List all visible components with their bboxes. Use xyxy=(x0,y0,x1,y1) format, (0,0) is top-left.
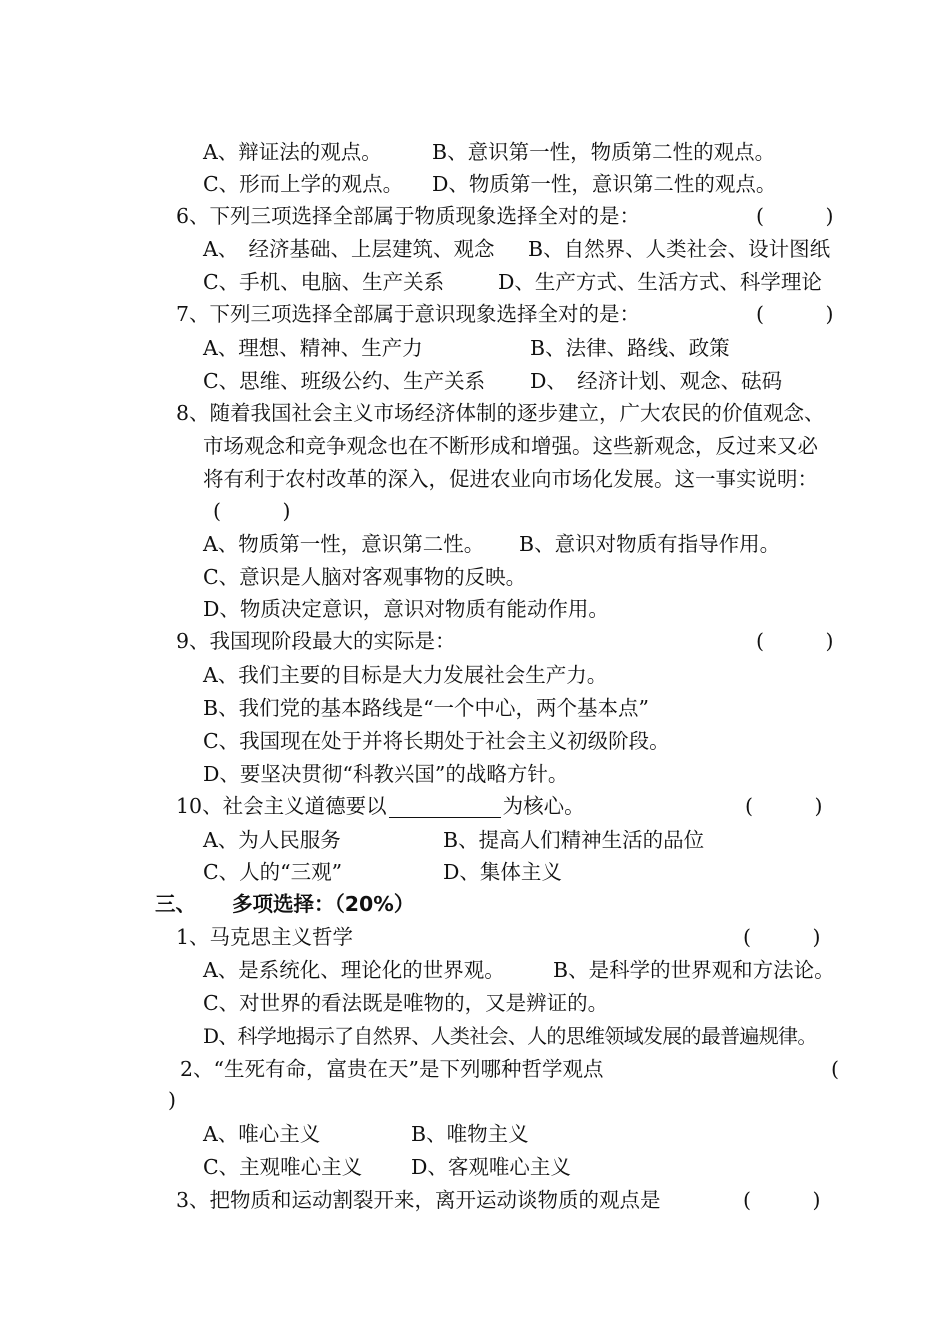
q5-option-b: B、意识第一性，物质第二性的观点。 xyxy=(432,140,776,164)
q9-answer-blank: ( ) xyxy=(756,629,834,653)
q10-option-c: C、人的“三观” xyxy=(203,860,343,884)
q6-option-d: D、生产方式、生活方式、科学理论 xyxy=(498,270,822,294)
q5-option-a: A、辩证法的观点。 xyxy=(203,140,382,164)
q9-option-d: D、要坚决贯彻“科教兴国”的战略方针。 xyxy=(203,762,569,786)
q9-stem: 9、我国现阶段最大的实际是： xyxy=(176,629,456,653)
q10-fill-blank xyxy=(389,795,501,818)
m3-answer-blank: ( ) xyxy=(743,1188,821,1212)
q10-stem xyxy=(176,791,585,821)
q7-option-a: A、理想、精神、生产力 xyxy=(203,336,423,360)
q6-option-a: A、 经济基础、上层建筑、观念 xyxy=(203,237,495,261)
q8-option-b: B、意识对物质有指导作用。 xyxy=(519,532,781,556)
m2-answer-paren-close: ) xyxy=(168,1088,176,1112)
q6-option-b: B、自然界、人类社会、设计图纸 xyxy=(528,237,831,261)
m2-option-b: B、唯物主义 xyxy=(411,1122,529,1146)
q7-option-c: C、思维、班级公约、生产关系 xyxy=(203,369,486,393)
q8-option-d: D、物质决定意识，意识对物质有能动作用。 xyxy=(203,597,609,621)
q10-option-b: B、提高人们精神生活的品位 xyxy=(443,828,705,852)
q6-stem: 6、下列三项选择全部属于物质现象选择全对的是： xyxy=(176,204,641,228)
m2-option-d: D、客观唯心主义 xyxy=(411,1155,571,1179)
q8-stem-line-2: 市场观念和竞争观念也在不断形成和增强。这些新观念，反过来又必 xyxy=(203,434,818,458)
m1-option-b: B、是科学的世界观和方法论。 xyxy=(553,958,835,982)
q8-option-c: C、意识是人脑对客观事物的反映。 xyxy=(203,565,527,589)
q9-option-a: A、我们主要的目标是大力发展社会生产力。 xyxy=(203,663,608,687)
section-title: 多项选择：（20%） xyxy=(232,892,415,916)
m2-stem: 2、“生死有命，富贵在天”是下列哪种哲学观点 xyxy=(180,1057,604,1081)
q8-option-a: A、物质第一性，意识第二性。 xyxy=(203,532,485,556)
q8-stem-line-3: 将有利于农村改革的深入，促进农业向市场化发展。这一事实说明： xyxy=(203,467,818,491)
m3-stem: 3、把物质和运动割裂开来，离开运动谈物质的观点是 xyxy=(176,1188,661,1212)
q9-option-c: C、我国现在处于并将长期处于社会主义初级阶段。 xyxy=(203,729,670,753)
q7-option-d: D、 经济计划、观念、砝码 xyxy=(530,369,783,393)
m1-option-a: A、是系统化、理论化的世界观。 xyxy=(203,958,505,982)
m1-option-d: D、科学地揭示了自然界、人类社会、人的思维领域发展的最普遍规律。 xyxy=(203,1024,817,1048)
q6-option-c: C、手机、电脑、生产关系 xyxy=(203,270,445,294)
q8-answer-blank: ( ) xyxy=(213,499,291,523)
q5-option-c: C、形而上学的观点。 xyxy=(203,172,404,196)
q7-answer-blank: ( ) xyxy=(756,302,834,326)
m2-option-c: C、主观唯心主义 xyxy=(203,1155,363,1179)
q10-option-d: D、集体主义 xyxy=(443,860,562,884)
q5-option-d: D、物质第一性，意识第二性的观点。 xyxy=(432,172,777,196)
q10-answer-blank: ( ) xyxy=(745,794,823,818)
m2-option-a: A、唯心主义 xyxy=(203,1122,321,1146)
q8-stem-line-1: 8、随着我国社会主义市场经济体制的逐步建立，广大农民的价值观念、 xyxy=(176,401,825,425)
q7-stem: 7、下列三项选择全部属于意识现象选择全对的是： xyxy=(176,302,641,326)
q10-stem-suffix: 为核心。 xyxy=(502,794,585,818)
section-number: 三、 xyxy=(155,892,196,916)
m1-answer-blank: ( ) xyxy=(743,925,821,949)
q7-option-b: B、法律、路线、政策 xyxy=(530,336,730,360)
m1-stem: 1、马克思主义哲学 xyxy=(176,925,354,949)
m2-answer-paren-open: ( xyxy=(831,1057,839,1081)
q10-option-a: A、为人民服务 xyxy=(203,828,341,852)
q9-option-b: B、我们党的基本路线是“一个中心，两个基本点” xyxy=(203,696,650,720)
q10-stem-prefix: 10、社会主义道德要以 xyxy=(176,794,387,818)
q6-answer-blank: ( ) xyxy=(756,204,834,228)
m1-option-c: C、对世界的看法既是唯物的，又是辨证的。 xyxy=(203,991,609,1015)
